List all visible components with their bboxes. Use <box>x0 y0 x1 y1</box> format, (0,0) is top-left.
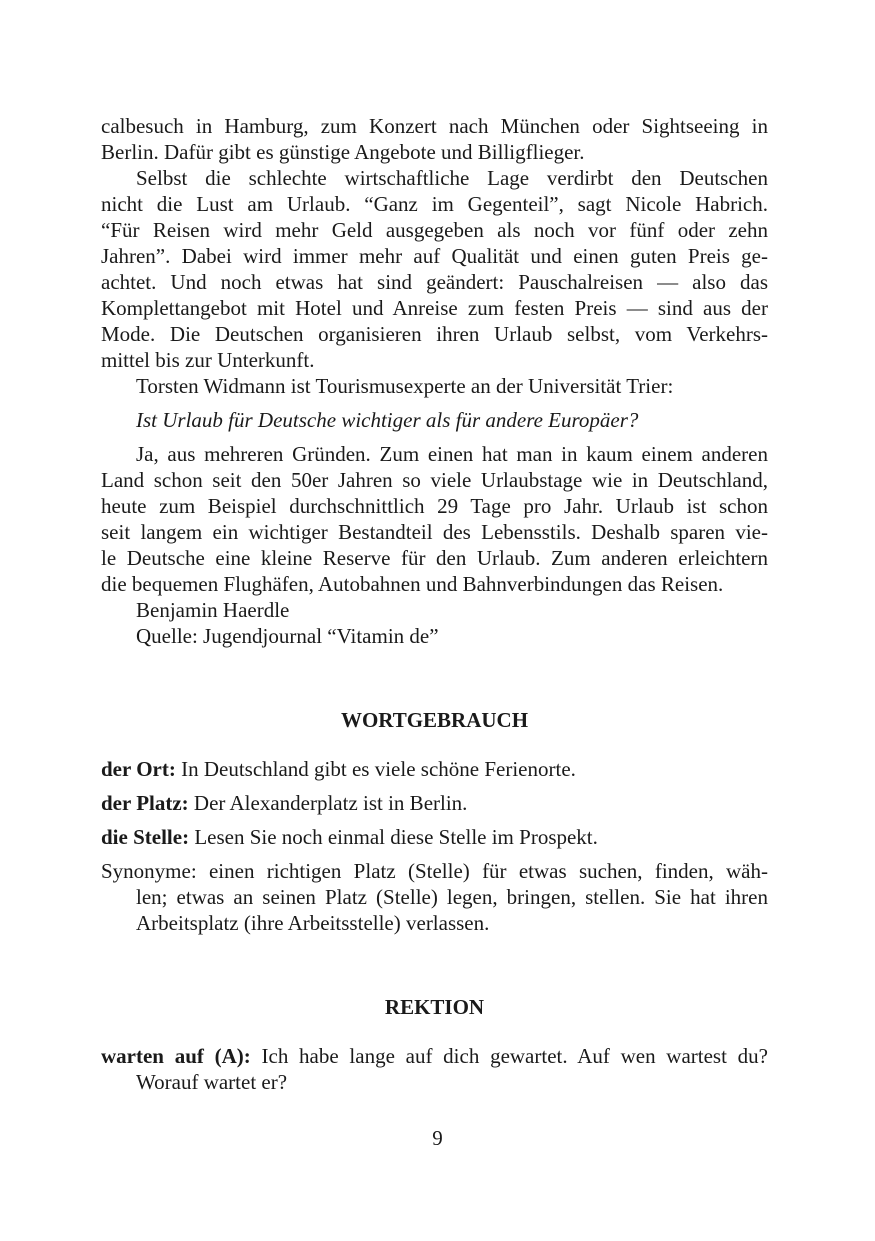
section-heading-rektion: REKTION <box>384 995 485 1019</box>
text-line: “Für Reisen wird mehr Geld ausgegeben als noch vor fünf oder zehn <box>101 218 768 242</box>
paragraph-2 <box>101 165 768 373</box>
paragraph-1 <box>101 113 768 165</box>
text-line: Selbst die schlechte wirtschaftliche Lage verdirbt den Deutschen <box>136 166 768 190</box>
text-line: Arbeitsplatz (ihre Arbeitsstelle) verlassen. <box>136 911 490 935</box>
text-line <box>101 1043 768 1069</box>
text-line: Jahren”. Dabei wird immer mehr auf Qualität und einen guten Preis ge- <box>101 244 768 268</box>
rektion-entry <box>101 1043 768 1095</box>
interview-question: Ist Urlaub für Deutsche wichtiger als für andere Europäer? <box>136 408 639 432</box>
text-line: mittel bis zur Unterkunft. <box>101 348 315 372</box>
text-line: Berlin. Dafür gibt es günstige Angebote und Billigflieger. <box>101 140 585 164</box>
text-line: Worauf wartet er? <box>136 1070 288 1094</box>
entry-text: Der Alexanderplatz ist in Berlin. <box>188 791 468 815</box>
text-line: Komplettangebot mit Hotel und Anreise zum festen Preis — sind aus der <box>101 296 768 320</box>
text-line: Ja, aus mehreren Gründen. Zum einen hat man in kaum einem anderen <box>136 442 768 466</box>
author: Benjamin Haerdle <box>136 598 290 622</box>
entry-platz <box>101 790 768 816</box>
source: Quelle: Jugendjournal “Vitamin de” <box>136 624 439 648</box>
text-line: die bequemen Flughäfen, Autobahnen und Bahnverbindungen das Reisen. <box>101 572 724 596</box>
text-line: Mode. Die Deutschen organisieren ihren Urlaub selbst, vom Verkehrs- <box>101 322 768 346</box>
entry-term: warten auf (A): <box>101 1044 251 1068</box>
entry-text: In Deutschland gibt es viele schöne Ferienorte. <box>175 757 576 781</box>
entry-text: Lesen Sie noch einmal diese Stelle im Prospekt. <box>189 825 598 849</box>
text-line: len; etwas an seinen Platz (Stelle) legen, bringen, stellen. Sie hat ihren <box>136 885 768 909</box>
text-line: nicht die Lust am Urlaub. “Ganz im Gegenteil”, sagt Nicole Habrich. <box>101 192 768 216</box>
text-line: heute zum Beispiel durchschnittlich 29 Tage pro Jahr. Urlaub ist schon <box>101 494 768 518</box>
text-line: seit langem ein wichtiger Bestandteil des Lebensstils. Deshalb sparen vie- <box>101 520 768 544</box>
text-line: achtet. Und noch etwas hat sind geändert: Pauschalreisen — also das <box>101 270 768 294</box>
entry-ort <box>101 756 768 782</box>
paragraph-4 <box>101 441 768 597</box>
text-line: Land schon seit den 50er Jahren so viele Urlaubstage wie in Deutschland, <box>101 468 768 492</box>
synonyme-block <box>101 858 768 936</box>
entry-text: Ich habe lange auf dich gewartet. Auf wen wartest du? <box>250 1044 768 1068</box>
section-heading-wortgebrauch: WORTGEBRAUCH <box>340 708 529 732</box>
entry-term: der Platz: <box>101 791 189 815</box>
text-line: Synonyme: einen richtigen Platz (Stelle) für etwas suchen, finden, wäh- <box>101 859 768 883</box>
text-line: calbesuch in Hamburg, zum Konzert nach München oder Sightseeing in <box>101 114 768 138</box>
paragraph-3: Torsten Widmann ist Tourismusexperte an der Universität Trier: <box>136 374 674 398</box>
text-line: le Deutsche eine kleine Reserve für den Urlaub. Zum anderen erleichtern <box>101 546 768 570</box>
entry-term: der Ort: <box>101 757 176 781</box>
entry-term: die Stelle: <box>101 825 190 849</box>
page-content <box>101 113 768 1095</box>
page-number: 9 <box>432 1126 443 1150</box>
entry-stelle <box>101 824 768 850</box>
